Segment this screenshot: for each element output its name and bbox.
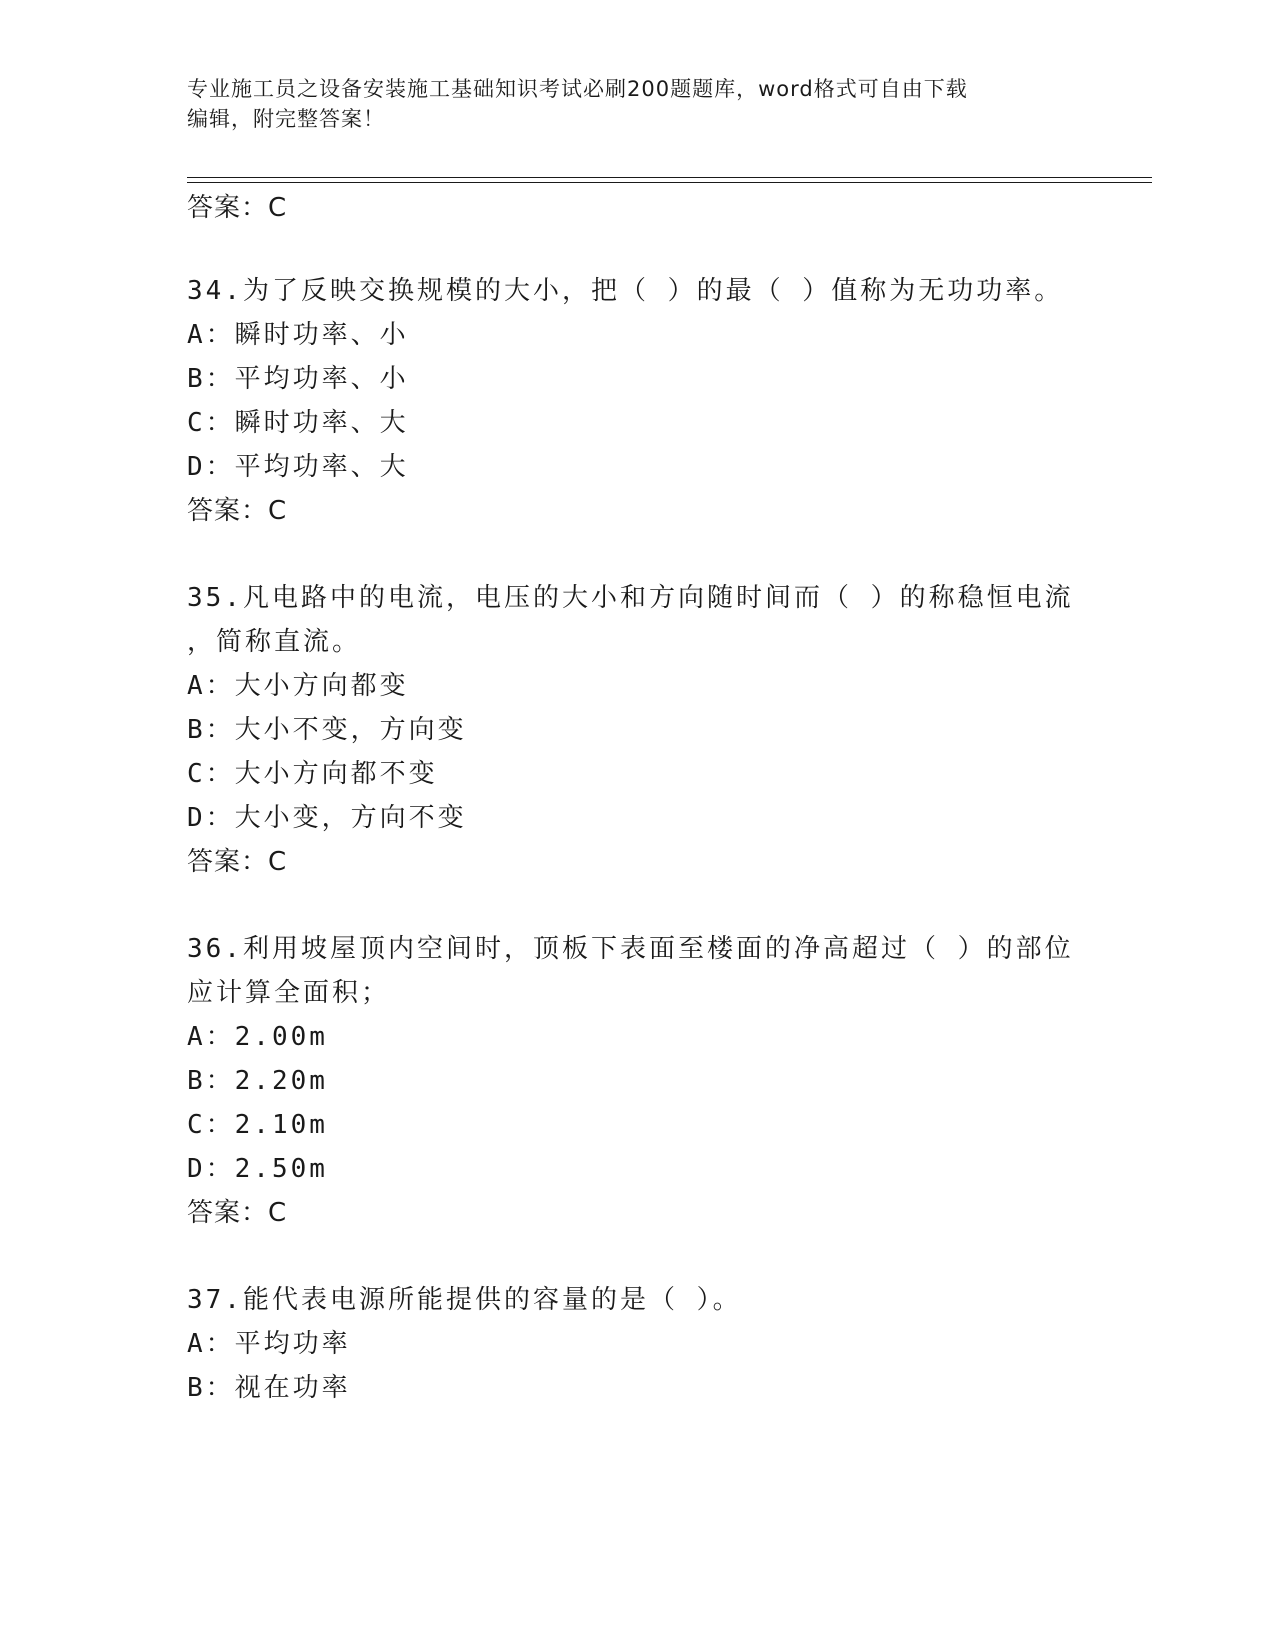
header-rule-bottom: [187, 182, 1152, 183]
question-35-option-c: C：大小方向都不变: [187, 759, 438, 789]
question-35-text-line-2: ，简称直流。: [187, 627, 362, 657]
question-36-answer: 答案：C: [187, 1198, 288, 1228]
question-34-option-c: C：瞬时功率、大: [187, 408, 409, 438]
question-36-text-line-2: 应计算全面积；: [187, 978, 391, 1008]
question-35-text-line-1: 35.凡电路中的电流，电压的大小和方向随时间而（ ）的称稳恒电流: [187, 583, 1074, 613]
question-37-option-a: A：平均功率: [187, 1329, 351, 1359]
question-37-text: 37.能代表电源所能提供的容量的是（ ）。: [187, 1285, 742, 1315]
question-35-option-a: A：大小方向都变: [187, 671, 409, 701]
question-37-option-b: B：视在功率: [187, 1373, 351, 1403]
question-36-option-a: A：2.00m: [187, 1022, 328, 1052]
question-36-option-b: B：2.20m: [187, 1066, 328, 1096]
previous-answer: 答案：C: [187, 193, 288, 223]
question-34-option-d: D：平均功率、大: [187, 452, 409, 482]
question-36-option-c: C：2.10m: [187, 1110, 328, 1140]
question-35-option-b: B：大小不变，方向变: [187, 715, 467, 745]
header-line-1: 专业施工员之设备安装施工基础知识考试必刷200题题库，word格式可自由下载: [187, 77, 968, 101]
question-36-option-d: D：2.50m: [187, 1154, 328, 1184]
question-36-text-line-1: 36.利用坡屋顶内空间时，顶板下表面至楼面的净高超过（ ）的部位: [187, 934, 1074, 964]
question-34-text: 34.为了反映交换规模的大小，把（ ）的最（ ）值称为无功功率。: [187, 276, 1064, 306]
question-34-option-b: B：平均功率、小: [187, 364, 409, 394]
question-34-option-a: A：瞬时功率、小: [187, 320, 409, 350]
question-34-answer: 答案：C: [187, 496, 288, 526]
document-header: [187, 74, 1087, 134]
question-35-answer: 答案：C: [187, 847, 288, 877]
header-rule-top: [187, 177, 1152, 178]
question-35-option-d: D：大小变，方向不变: [187, 803, 467, 833]
header-line-2: 编辑，附完整答案！: [187, 107, 385, 131]
